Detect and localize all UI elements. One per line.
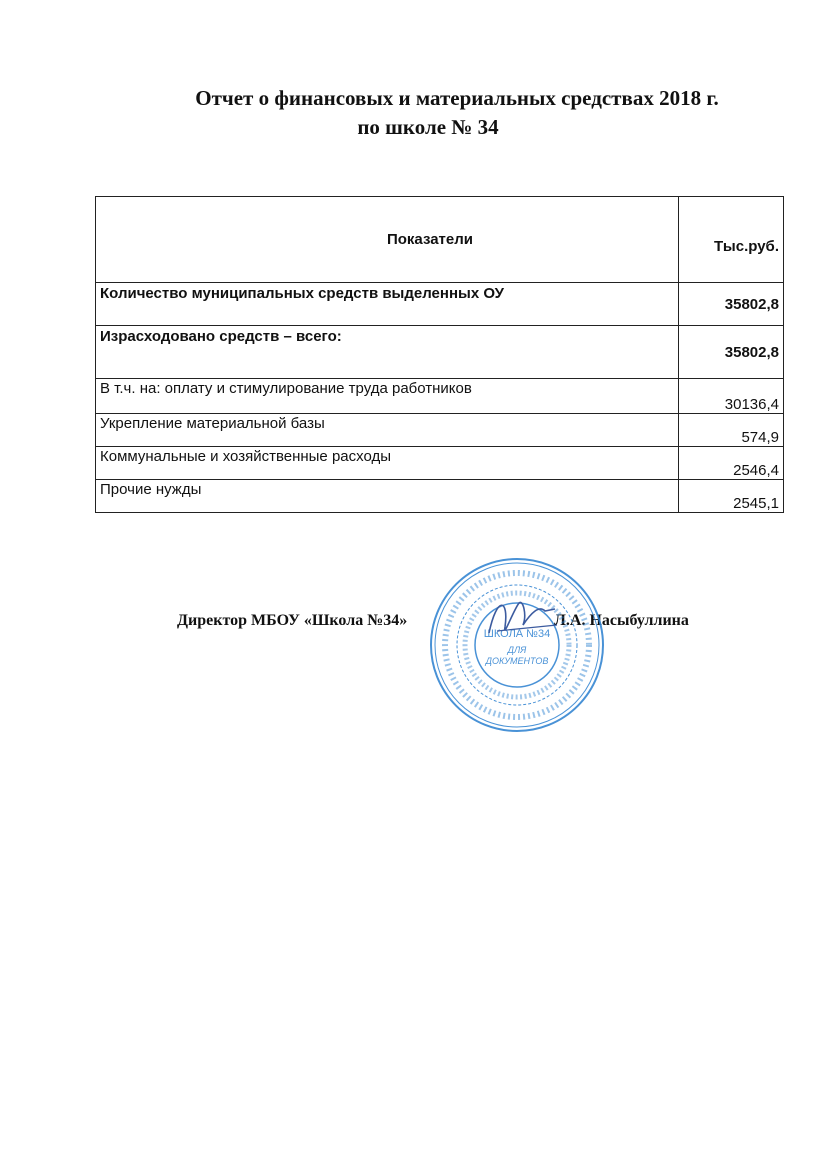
document-title (0, 84, 826, 142)
row-label: В т.ч. на: оплату и стимулирование труда работников (96, 379, 679, 414)
stamp-center-line-2: ДЛЯ (507, 645, 527, 655)
stamp-center-line-1: ШКОЛА №34 (483, 628, 551, 640)
row-value: 2545,1 (679, 480, 784, 513)
row-value: 35802,8 (679, 283, 784, 326)
table-row (96, 379, 784, 414)
official-stamp (427, 555, 607, 735)
title-line-2: по школе № 34 (357, 115, 499, 139)
row-label: Укрепление материальной базы (96, 414, 679, 447)
column-header-thousand-rub: Тыс.руб. (679, 197, 784, 283)
row-value: 30136,4 (679, 379, 784, 414)
row-label: Количество муниципальных средств выделенных ОУ (96, 283, 679, 326)
stamp-center-line-3: ДОКУМЕНТОВ (485, 656, 549, 666)
signature-block (177, 612, 689, 630)
table-row (96, 414, 784, 447)
row-label: Прочие нужды (96, 480, 679, 513)
table-header-row (96, 197, 784, 283)
table-row (96, 326, 784, 379)
director-position: Директор МБОУ «Школа №34» (177, 612, 408, 629)
title-line-1: Отчет о финансовых и материальных средствах 2018 г. (195, 86, 719, 110)
table-row (96, 283, 784, 326)
row-label: Коммунальные и хозяйственные расходы (96, 447, 679, 480)
column-header-indicators: Показатели (96, 197, 679, 283)
table-row (96, 447, 784, 480)
row-value: 35802,8 (679, 326, 784, 379)
row-value: 574,9 (679, 414, 784, 447)
row-value: 2546,4 (679, 447, 784, 480)
row-label: Израсходовано средств – всего: (96, 326, 679, 379)
table-row (96, 480, 784, 513)
finance-table (95, 196, 784, 513)
director-name: Л.А. Насыбуллина (554, 612, 689, 629)
